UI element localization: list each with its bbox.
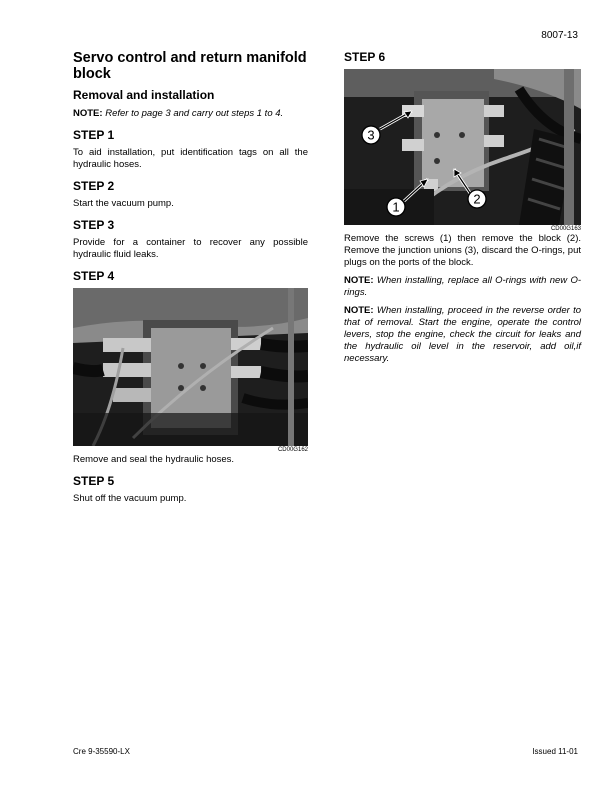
step-4-heading: STEP 4 — [73, 269, 115, 283]
step-3-text: Provide for a container to recover any possible hydraulic fluid leaks. — [73, 237, 308, 260]
step-6-text: Remove the screws (1) then remove the block (2). Remove the junction unions (3), discard the O-rings, put plugs on the ports of the block. — [344, 233, 581, 268]
manifold-block-photo — [344, 69, 581, 225]
step-4-text: Remove and seal the hydraulic hoses. — [73, 454, 235, 465]
step-2-text: Start the vacuum pump. — [73, 198, 174, 209]
step-1-heading: STEP 1 — [73, 128, 115, 142]
section-title: Servo control and return manifold block — [73, 50, 307, 82]
callout-3-label: 3 — [367, 127, 375, 143]
step-1-text: To aid installation, put identification tags on all the hydraulic hoses. — [73, 147, 308, 170]
note-2-text: When installing, proceed in the reverse order to that of removal. Start the engine, operate the control levers, stop the engine, check the circuit for leaks and the hydraulic oil level in the reservoir, add oil,if necessary. — [344, 305, 581, 364]
hydraulic-hoses-photo — [73, 288, 308, 446]
callout-1-label: 1 — [392, 199, 400, 215]
left-column — [73, 50, 308, 511]
note-label: NOTE: — [73, 108, 103, 119]
step-2-heading: STEP 2 — [73, 179, 115, 193]
page-number: 8007-13 — [541, 30, 578, 41]
footer-issue-date: Issued 11-01 — [532, 747, 578, 756]
step-4-photo — [73, 288, 308, 454]
note-1-label: NOTE: — [344, 275, 374, 286]
note-1-text: When installing, replace all O-rings with new O-rings. — [344, 275, 581, 298]
footer-document-code: Cre 9-35590-LX — [73, 747, 130, 756]
step-6-heading: STEP 6 — [344, 50, 386, 64]
step-4-photo-code: CD00G162 — [277, 447, 308, 453]
callout-2-label: 2 — [473, 191, 481, 207]
intro-note — [73, 108, 308, 120]
step-5-text: Shut off the vacuum pump. — [73, 493, 187, 504]
note-text: Refer to page 3 and carry out steps 1 to 4. — [102, 108, 284, 119]
step-6-photo — [344, 69, 581, 233]
section-subtitle: Removal and installation — [73, 88, 215, 102]
note-2-label: NOTE: — [344, 305, 374, 316]
right-column — [344, 50, 581, 371]
install-note-2 — [344, 305, 581, 365]
step-5-heading: STEP 5 — [73, 474, 115, 488]
step-6-photo-code: CD00G163 — [550, 226, 581, 232]
install-note-1 — [344, 275, 581, 299]
step-3-heading: STEP 3 — [73, 218, 115, 232]
